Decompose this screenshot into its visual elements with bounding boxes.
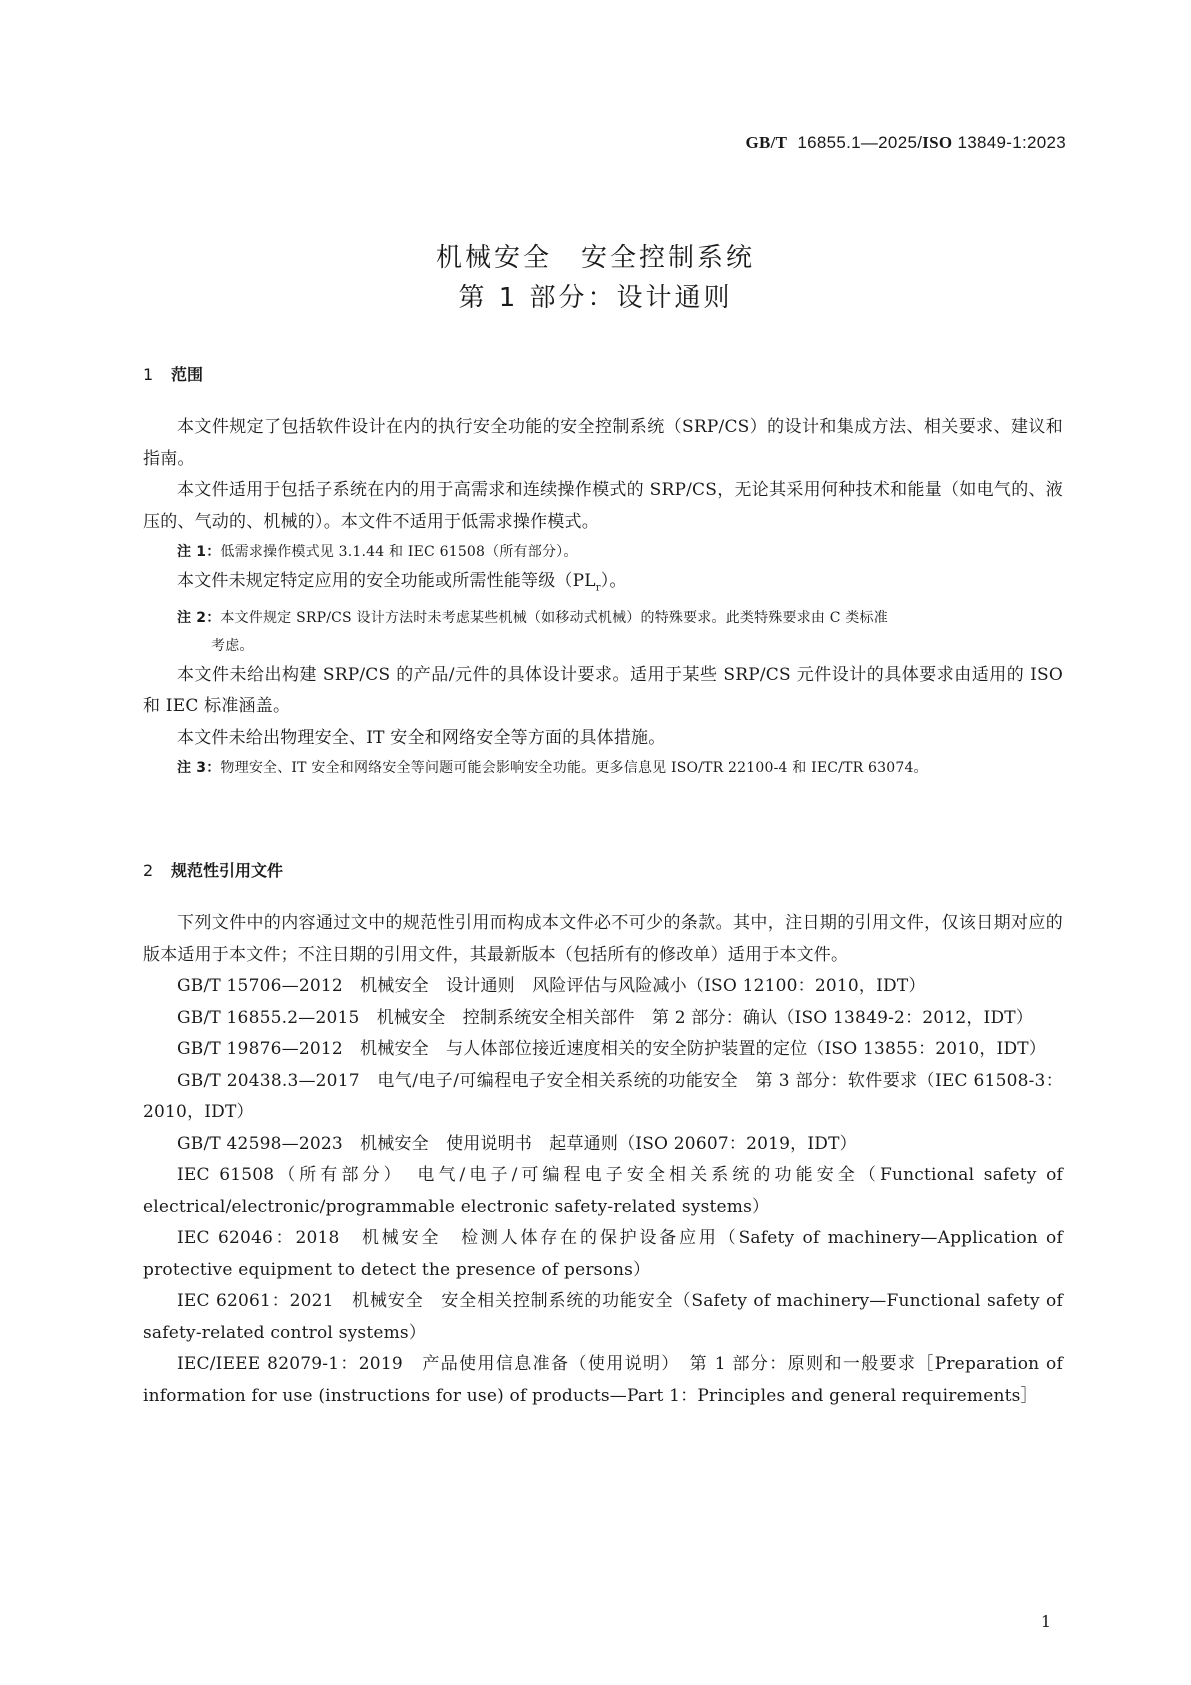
section-1-heading [143, 362, 203, 385]
title-line-2: 第 1 部分：设计通则 [458, 283, 733, 313]
paragraph-text: ）。 [600, 571, 627, 591]
note-text: 本文件规定 SRP/CS 设计方法时未考虑某些机械（如移动式机械）的特殊要求。此类特殊要求由 C 类标准 [220, 609, 888, 626]
section-title: 规范性引用文件 [171, 861, 284, 880]
paragraph: 本文件适用于包括子系统在内的用于高需求和连续操作模式的 SRP/CS，无论其采用何种技术和能量（如电气的、液压的、气动的、机械的）。本文件不适用于低需求操作模式。 [143, 480, 1063, 532]
reference-item: IEC 62061：2021 机械安全 安全相关控制系统的功能安全（Safety of machinery—Functional safety of safety-related control systems） [143, 1291, 1063, 1343]
document-title [0, 238, 1191, 318]
section-2-body [143, 908, 1063, 1412]
header-iso-number: 13849-1:2023 [957, 133, 1066, 152]
paragraph: 本文件规定了包括软件设计在内的执行安全功能的安全控制系统（SRP/CS）的设计和集成方法、相关要求、建议和指南。 [143, 417, 1063, 469]
reference-item: IEC 62046：2018 机械安全 检测人体存在的保护设备应用（Safety of machinery—Application of protective equipment to detect the presence of persons） [143, 1228, 1063, 1280]
reference-item: GB/T 15706—2012 机械安全 设计通则 风险评估与风险减小（ISO 12100：2010，IDT） [177, 976, 926, 996]
paragraph [143, 566, 1063, 604]
reference-item: GB/T 20438.3—2017 电气/电子/可编程电子安全相关系统的功能安全 第 3 部分：软件要求（IEC 61508-3：2010，IDT） [143, 1070, 1063, 1122]
page-number: 1 [1040, 1612, 1051, 1631]
title-line-1: 机械安全 安全控制系统 [435, 243, 755, 273]
note-1 [143, 538, 1063, 566]
paragraph-text: 本文件未规定特定应用的安全功能或所需性能等级（PL [177, 571, 596, 591]
header-iso: ISO [922, 133, 953, 152]
header-number: 16855.1—2025/ [797, 133, 923, 152]
header-prefix: GB/T [745, 133, 788, 152]
reference-item: GB/T 19876—2012 机械安全 与人体部位接近速度相关的安全防护装置的定位（ISO 13855：2010，IDT） [177, 1039, 1047, 1059]
document-header [745, 133, 1066, 153]
paragraph: 本文件未给出构建 SRP/CS 的产品/元件的具体设计要求。适用于某些 SRP/CS 元件设计的具体要求由适用的 ISO 和 IEC 标准涵盖。 [143, 664, 1063, 717]
reference-item: IEC 61508（所有部分） 电气/电子/可编程电子安全相关系统的功能安全（Functional safety of electrical/electronic/programmable electronic safety-related systems） [143, 1165, 1063, 1217]
note-text: 物理安全、IT 安全和网络安全等问题可能会影响安全功能。更多信息见 ISO/TR 22100-4 和 IEC/TR 63074。 [220, 760, 928, 777]
reference-item: GB/T 42598—2023 机械安全 使用说明书 起草通则（ISO 20607：2019，IDT） [177, 1133, 857, 1154]
section-2-heading [143, 858, 283, 881]
reference-item: IEC/IEEE 82079-1：2019 产品使用信息准备（使用说明） 第 1 部分：原则和一般要求［Preparation of information for use (instructions for use) of products—Part 1：Principles and general requirements］ [143, 1354, 1063, 1406]
section-title: 范围 [171, 365, 204, 384]
paragraph: 下列文件中的内容通过文中的规范性引用而构成本文件必不可少的条款。其中，注日期的引用文件，仅该日期对应的版本适用于本文件；不注日期的引用文件，其最新版本（包括所有的修改单）适用于本文件。 [143, 913, 1063, 965]
note-label: 注 3： [177, 760, 221, 777]
note-2 [143, 604, 1063, 632]
section-number: 2 [143, 861, 154, 880]
section-1-body [143, 412, 1063, 782]
note-text: 低需求操作模式见 3.1.44 和 IEC 61508（所有部分）。 [220, 544, 578, 560]
note-2-continued: 考虑。 [211, 637, 254, 654]
section-number: 1 [143, 365, 154, 384]
note-3 [143, 754, 1063, 782]
note-label: 注 2： [177, 609, 221, 626]
subscript: r [595, 582, 601, 594]
paragraph: 本文件未给出物理安全、IT 安全和网络安全等方面的具体措施。 [177, 727, 666, 748]
note-label: 注 1： [177, 544, 221, 560]
reference-item: GB/T 16855.2—2015 机械安全 控制系统安全相关部件 第 2 部分：确认（ISO 13849-2：2012，IDT） [177, 1007, 1034, 1028]
